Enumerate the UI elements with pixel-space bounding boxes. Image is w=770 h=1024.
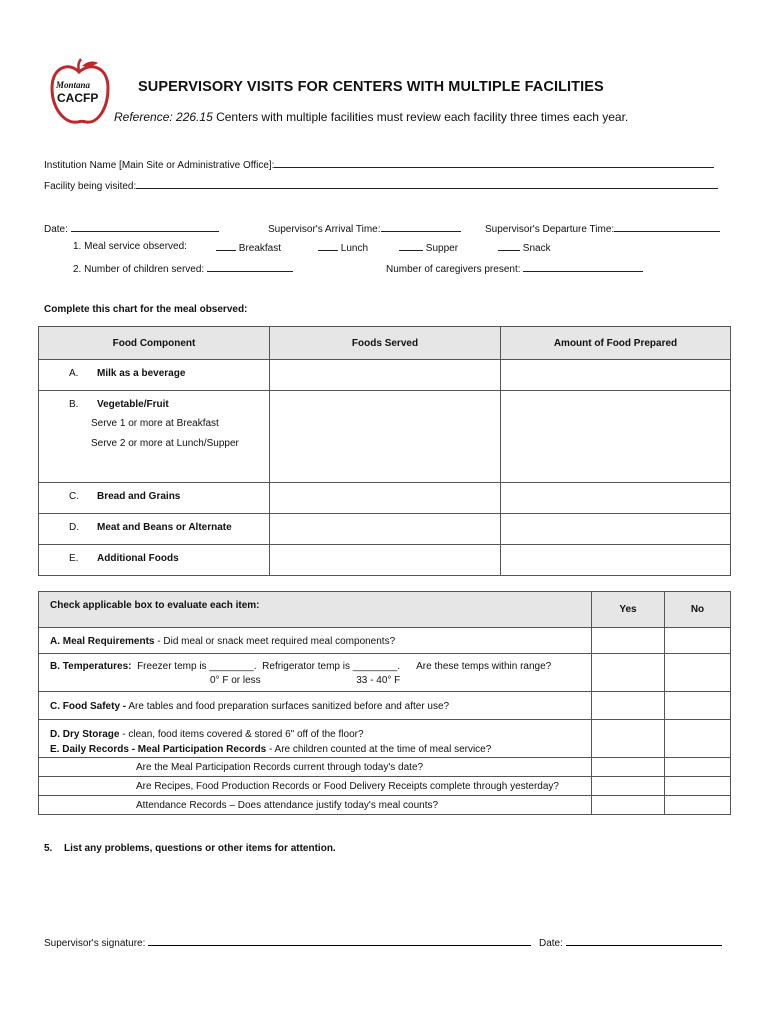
snack-checkline[interactable] xyxy=(498,241,520,251)
chart-row-a xyxy=(39,360,731,391)
eval-row-a xyxy=(39,628,731,654)
snack-label: Snack xyxy=(522,243,551,254)
eval-a-title: A. Meal Requirements xyxy=(50,636,155,647)
signature-date-label: Date: xyxy=(539,938,563,949)
chart-row-c xyxy=(39,483,731,514)
departure-label: Supervisor's Departure Time: xyxy=(485,224,615,235)
lunch-checkline[interactable] xyxy=(318,241,338,251)
component-note: Serve 1 or more at Breakfast xyxy=(91,418,219,429)
foods-served-cell[interactable] xyxy=(270,545,501,576)
freezer-range: 0° F or less xyxy=(210,675,261,686)
eval-e-sub2: Are Recipes, Food Production Records or Food Delivery Receipts complete through yesterday? xyxy=(39,777,592,796)
arrival-label: Supervisor's Arrival Time: xyxy=(268,224,381,235)
header-foods-served: Foods Served xyxy=(270,327,501,360)
page-title: SUPERVISORY VISITS FOR CENTERS WITH MULTIPLE FACILITIES xyxy=(138,79,604,95)
eval-c-text: Are tables and food preparation surfaces sanitized before and after use? xyxy=(126,701,450,712)
chart-row-e xyxy=(39,545,731,576)
component-letter: A. xyxy=(69,368,79,379)
signature-date-line[interactable] xyxy=(566,945,722,946)
eval-item-de xyxy=(39,720,592,758)
yes-checkbox[interactable] xyxy=(592,654,665,692)
logo-text-cacfp: CACFP xyxy=(57,91,99,105)
component-label: Additional Foods xyxy=(97,553,179,564)
eval-item-d xyxy=(50,727,591,742)
component-letter: E. xyxy=(69,553,79,564)
caregivers-label: Number of caregivers present: xyxy=(386,264,521,275)
eval-row-de xyxy=(39,720,731,758)
item5-text: List any problems, questions or other items for attention. xyxy=(64,843,336,854)
eval-e-sub1: Are the Meal Participation Records current through today's date? xyxy=(39,758,592,777)
amount-prepared-cell[interactable] xyxy=(501,545,731,576)
reference-label: Reference: xyxy=(114,110,173,124)
eval-row-e2 xyxy=(39,777,731,796)
component-note: Serve 2 or more at Lunch/Supper xyxy=(91,438,239,449)
chart-row-b xyxy=(39,391,731,483)
eval-row-e1 xyxy=(39,758,731,777)
eval-item-c xyxy=(39,692,592,720)
component-label: Bread and Grains xyxy=(97,491,181,502)
arrival-input-line[interactable] xyxy=(381,222,461,232)
component-cell xyxy=(39,391,270,483)
amount-prepared-cell[interactable] xyxy=(501,483,731,514)
foods-served-cell[interactable] xyxy=(270,514,501,545)
chart-row-d xyxy=(39,514,731,545)
breakfast-option[interactable] xyxy=(216,241,281,254)
foods-served-cell[interactable] xyxy=(270,391,501,483)
yes-checkbox[interactable] xyxy=(592,720,665,758)
eval-header-label: Check applicable box to evaluate each item: xyxy=(39,592,592,628)
yes-checkbox[interactable] xyxy=(592,628,665,654)
eval-d-text: - clean, food items covered & stored 6" off of the floor? xyxy=(119,729,364,740)
component-cell xyxy=(39,514,270,545)
signature-date-field xyxy=(539,938,722,949)
eval-row-e3 xyxy=(39,796,731,815)
component-label: Vegetable/Fruit xyxy=(97,399,169,410)
logo-text-montana: Montana xyxy=(56,80,91,90)
eval-e-title: E. Daily Records - Meal Participation Records xyxy=(50,744,267,755)
reference-text: Centers with multiple facilities must review each facility three times each year. xyxy=(212,110,629,124)
meal-service-label: 1. Meal service observed: xyxy=(73,241,187,252)
date-label: Date: xyxy=(44,224,68,235)
item5 xyxy=(44,843,336,854)
eval-item-a xyxy=(39,628,592,654)
signature-field xyxy=(44,938,531,949)
eval-row-b xyxy=(39,654,731,692)
date-input-line[interactable] xyxy=(71,222,219,232)
eval-row-c xyxy=(39,692,731,720)
item5-number: 5. xyxy=(44,843,53,854)
departure-field xyxy=(485,222,720,235)
montana-cacfp-logo xyxy=(48,58,110,128)
eval-item-b xyxy=(39,654,592,692)
evaluation-table xyxy=(38,591,731,815)
signature-label: Supervisor's signature: xyxy=(44,938,146,949)
eval-b-title: B. Temperatures: xyxy=(50,661,132,672)
lunch-label: Lunch xyxy=(340,243,369,254)
eval-b-fridge: Refrigerator temp is ________. xyxy=(262,661,401,672)
departure-input-line[interactable] xyxy=(614,222,720,232)
breakfast-checkline[interactable] xyxy=(216,241,236,251)
no-checkbox[interactable] xyxy=(665,628,731,654)
amount-prepared-cell[interactable] xyxy=(501,391,731,483)
reference-code: 226.15 xyxy=(176,110,213,124)
facility-label: Facility being visited: xyxy=(44,181,137,192)
caregivers-field xyxy=(386,262,643,275)
arrival-field xyxy=(268,222,461,235)
supper-option[interactable] xyxy=(399,241,458,254)
snack-option[interactable] xyxy=(498,241,551,254)
component-cell xyxy=(39,483,270,514)
yes-column-header: Yes xyxy=(592,592,665,628)
lunch-option[interactable] xyxy=(318,241,368,254)
eval-b-question: Are these temps within range? xyxy=(416,661,552,672)
eval-a-text: - Did meal or snack meet required meal components? xyxy=(154,636,396,647)
reference-line xyxy=(114,110,628,124)
component-label: Milk as a beverage xyxy=(97,368,186,379)
caregivers-input-line[interactable] xyxy=(523,262,643,272)
children-field xyxy=(73,262,293,275)
supper-checkline[interactable] xyxy=(399,241,423,251)
component-letter: D. xyxy=(69,522,79,533)
institution-field xyxy=(44,158,714,171)
eval-header-row xyxy=(39,592,731,628)
facility-input-line[interactable] xyxy=(136,179,718,189)
foods-served-cell[interactable] xyxy=(270,483,501,514)
eval-b-ranges xyxy=(210,675,591,686)
chart-heading: Complete this chart for the meal observed: xyxy=(44,304,248,315)
eval-e-text: - Are children counted at the time of meal service? xyxy=(266,744,492,755)
yes-checkbox[interactable] xyxy=(592,777,665,796)
yes-checkbox[interactable] xyxy=(592,692,665,720)
header-food-component: Food Component xyxy=(39,327,270,360)
food-component-chart xyxy=(38,326,731,576)
foods-served-cell[interactable] xyxy=(270,360,501,391)
component-letter: B. xyxy=(69,399,79,410)
component-label: Meat and Beans or Alternate xyxy=(97,522,232,533)
component-cell xyxy=(39,545,270,576)
eval-d-title: D. Dry Storage xyxy=(50,729,120,740)
no-checkbox[interactable] xyxy=(665,692,731,720)
no-column-header: No xyxy=(665,592,731,628)
eval-c-title: C. Food Safety - xyxy=(50,701,127,712)
fridge-range: 33 - 40° F xyxy=(356,675,401,686)
amount-prepared-cell[interactable] xyxy=(501,360,731,391)
facility-field xyxy=(44,179,718,192)
no-checkbox[interactable] xyxy=(665,796,731,815)
no-checkbox[interactable] xyxy=(665,758,731,777)
children-input-line[interactable] xyxy=(207,262,293,272)
supper-label: Supper xyxy=(425,243,459,254)
no-checkbox[interactable] xyxy=(665,720,731,758)
eval-b-freezer: Freezer temp is ________. xyxy=(137,661,257,672)
chart-header-row xyxy=(39,327,731,360)
header-amount-prepared: Amount of Food Prepared xyxy=(501,327,731,360)
no-checkbox[interactable] xyxy=(665,654,731,692)
amount-prepared-cell[interactable] xyxy=(501,514,731,545)
eval-item-e xyxy=(50,742,591,757)
eval-e-sub3: Attendance Records – Does attendance justify today's meal counts? xyxy=(39,796,592,815)
children-label: 2. Number of children served: xyxy=(73,264,205,275)
signature-input-line[interactable] xyxy=(148,945,531,946)
yes-checkbox[interactable] xyxy=(592,796,665,815)
component-cell xyxy=(39,360,270,391)
yes-checkbox[interactable] xyxy=(592,758,665,777)
breakfast-label: Breakfast xyxy=(238,243,282,254)
institution-label: Institution Name [Main Site or Administrative Office]: xyxy=(44,160,275,171)
date-field xyxy=(44,222,219,235)
no-checkbox[interactable] xyxy=(665,777,731,796)
component-letter: C. xyxy=(69,491,79,502)
institution-input-line[interactable] xyxy=(274,158,714,168)
